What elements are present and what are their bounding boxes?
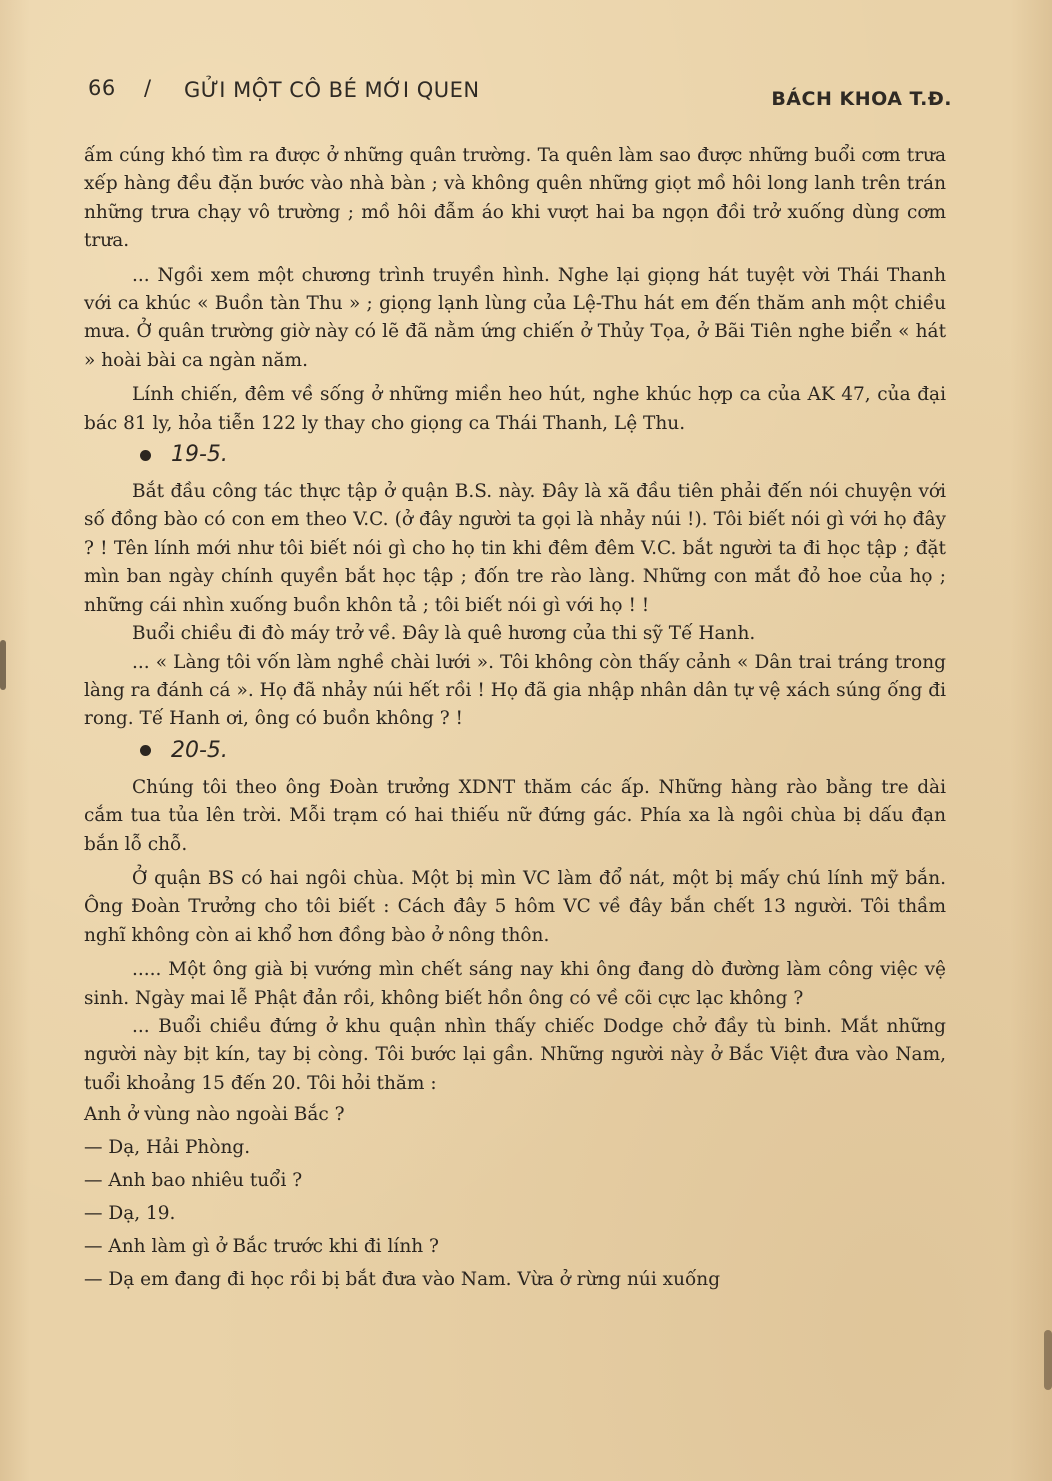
header-separator: /: [144, 76, 152, 100]
date-label: 20-5.: [171, 737, 228, 763]
date-label: 19-5.: [171, 442, 228, 468]
paragraph: ... « Làng tôi vốn làm nghề chài lưới ». Tôi không còn thấy cảnh « Dân trai tráng trong làng ra đánh cá ». Họ đã nhảy núi hết rồi ! Họ đã gia nhập nhân dân tự vệ xách súng ống đi rong. Tế Hanh ơi, ông có buồn không ? !: [84, 651, 946, 730]
bullet-icon: [140, 745, 151, 756]
paragraph: ... Ngồi xem một chương trình truyền hình. Nghe lại giọng hát tuyệt vời Thái Thanh với ca khúc « Buồn tàn Thu » ; giọng lạnh lùng của Lệ-Thu hát em đến thăm anh một chiều mưa. Ở quân trường giờ này có lẽ đã nằm ứng chiến ở Thủy Tọa, ở Bãi Tiên nghe biển « hát » hoài bài ca ngàn năm.: [84, 264, 946, 371]
paragraph: Ở quận BS có hai ngôi chùa. Một bị mìn VC làm đổ nát, một bị mấy chú lính mỹ bắn. Ông Đoàn Trưởng cho tôi biết : Cách đây 5 hôm VC về đây bắn chết 13 người. Tôi thầm nghĩ không còn ai khổ hơn đồng bào ở nông thôn.: [84, 867, 946, 946]
paragraph: ..... Một ông già bị vướng mìn chết sáng nay khi ông đang dò đường làm công việc vệ sinh. Ngày mai lễ Phật đản rồi, không biết hồn ông có về cõi cực lạc không ?: [84, 959, 946, 1009]
paragraph: ấm cúng khó tìm ra được ở những quân trường. Ta quên làm sao được những buổi cơm trưa xếp hàng đều đặn bước vào nhà bàn ; và không quên những giọt mồ hôi long lanh trên trán những trưa chạy vô trường ; mồ hôi đẫm áo khi vượt hai ba ngọn đồi trở xuống dùng cơm trưa.: [84, 145, 946, 252]
dialogue-line: — Anh làm gì ở Bắc trước khi đi lính ?: [84, 1236, 439, 1258]
paragraph: Bắt đầu công tác thực tập ở quận B.S. này. Đây là xã đầu tiên phải đến nói chuyện với số đồng bào có con em theo V.C. (ở đây người ta gọi là nhảy núi !). Tôi biết nói gì với họ đây ? ! Tên lính mới như tôi biết nói gì cho họ tin khi đêm đêm V.C. bắt người ta đi học tập ; đặt mìn ban ngày chính quyền bắt học tập ; đốn tre rào làng. Những con mắt đỏ hoe của họ ; những cái nhìn xuống buồn khôn tả ; tôi biết nói gì với họ ! !: [84, 481, 946, 616]
paragraph: ... Buổi chiều đứng ở khu quận nhìn thấy chiếc Dodge chở đầy tù binh. Mắt những người này bịt kín, tay bị còng. Tôi bước lại gần. Những người này ở Bắc Việt đưa vào Nam, tuổi khoảng 15 đến 20. Tôi hỏi thăm :: [84, 1015, 946, 1094]
dialogue-line: — Dạ em đang đi học rồi bị bắt đưa vào Nam. Vừa ở rừng núi xuống: [84, 1269, 721, 1291]
article-title: GỬI MỘT CÔ BÉ MỚI QUEN: [184, 78, 480, 102]
page-edge-mark: [1044, 1330, 1052, 1390]
dialogue-line: Anh ở vùng nào ngoài Bắc ?: [84, 1104, 345, 1126]
paragraph: Buổi chiều đi đò máy trở về. Đây là quê hương của thi sỹ Tế Hanh.: [132, 623, 756, 645]
running-header: [88, 72, 952, 112]
paragraph: Lính chiến, đêm về sống ở những miền heo hút, nghe khúc hợp ca của AK 47, của đại bác 81 ly, hỏa tiễn 122 ly thay cho giọng ca Thái Thanh, Lệ Thu.: [84, 384, 946, 434]
dialogue-line: — Dạ, 19.: [84, 1203, 176, 1225]
page-edge-mark: [0, 640, 6, 690]
diary-date: [140, 438, 946, 472]
magazine-name: BÁCH KHOA T.Đ.: [771, 88, 952, 110]
dialogue-line: — Dạ, Hải Phòng.: [84, 1137, 251, 1159]
diary-date: [140, 734, 946, 768]
page-number: 66: [88, 76, 116, 100]
paragraph: Chúng tôi theo ông Đoàn trưởng XDNT thăm các ấp. Những hàng rào bằng tre dài cắm tua tủa lên trời. Mỗi trạm có hai thiếu nữ đứng gác. Phía xa là ngôi chùa bị dấu đạn bắn lỗ chỗ.: [84, 776, 946, 855]
article-body: [84, 142, 946, 1296]
bullet-icon: [140, 450, 151, 461]
dialogue-line: — Anh bao nhiêu tuổi ?: [84, 1170, 303, 1192]
